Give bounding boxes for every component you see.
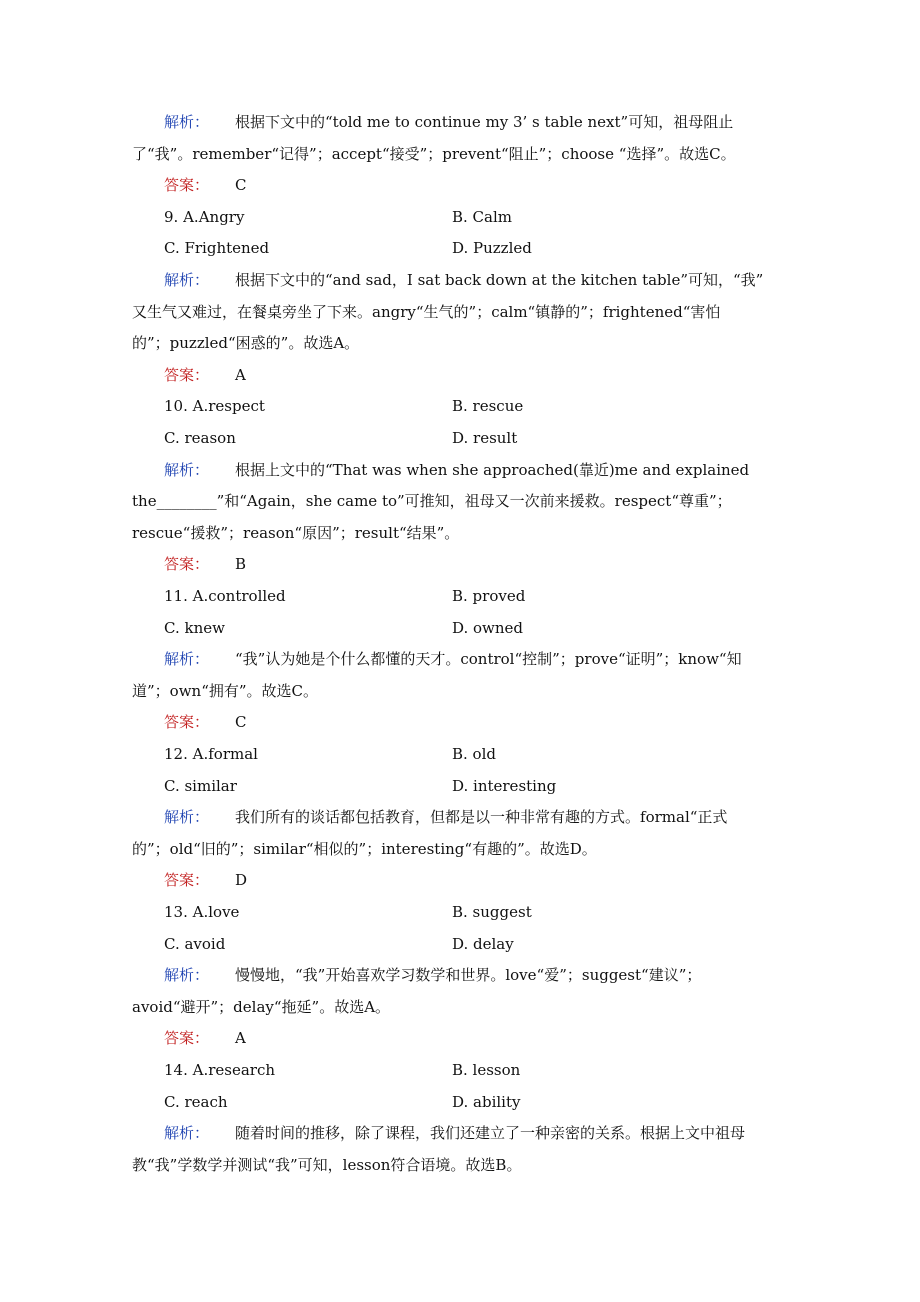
analysis-text: 的”；puzzled“困惑的”。故选A。 xyxy=(132,334,360,353)
analysis-text: “我”认为她是个什么都懂的天才。control“控制”；prove“证明”；know“知 xyxy=(235,650,742,669)
option-b: B. lesson xyxy=(452,1061,521,1079)
answer-line xyxy=(164,1025,792,1051)
option-c: C. similar xyxy=(164,776,237,795)
analysis-line xyxy=(132,299,792,325)
option-a-text: A.formal xyxy=(192,745,258,763)
question-row xyxy=(164,1057,792,1083)
question-row xyxy=(164,931,792,957)
analysis-text: 根据下文中的“told me to continue my 3’ s table next”可知，祖母阻止 xyxy=(235,113,734,131)
question-row xyxy=(164,899,792,925)
answer-value: B xyxy=(235,555,247,574)
analysis-text: 慢慢地，“我”开始喜欢学习数学和世界。love“爱”；suggest“建议”； xyxy=(235,966,702,985)
option-b: B. old xyxy=(452,745,496,763)
option-a-text: A.research xyxy=(192,1061,276,1079)
question-row xyxy=(164,425,792,451)
question-row xyxy=(164,204,792,230)
option-a xyxy=(164,393,265,419)
analysis-label: 解析： xyxy=(164,271,210,289)
option-b: B. suggest xyxy=(452,903,532,921)
question-row xyxy=(164,583,792,609)
option-d: D. interesting xyxy=(452,776,557,795)
analysis-text: rescue“援救”；reason“原因”；result“结果”。 xyxy=(132,523,460,542)
option-a-text: A.respect xyxy=(192,397,265,416)
option-a xyxy=(164,741,258,767)
option-a xyxy=(164,583,286,609)
option-b: B. rescue xyxy=(452,397,524,416)
analysis-first-line xyxy=(164,804,792,830)
analysis-text: 了“我”。remember“记得”；accept“接受”；prevent“阻止”；choose “选择”。故选C。 xyxy=(132,144,736,163)
analysis-text: the________”和“Again，she came to”可推知，祖母又一次前来援救。respect“尊重”； xyxy=(132,492,732,511)
option-c: C. knew xyxy=(164,618,225,637)
question-row xyxy=(164,615,792,641)
analysis-text: 的”；old“旧的”；similar“相似的”；interesting“有趣的”。故选D。 xyxy=(132,839,597,858)
analysis-text: 道”；own“拥有”。故选C。 xyxy=(132,681,319,700)
option-a xyxy=(164,1057,275,1083)
analysis-first-line xyxy=(164,962,792,988)
option-c: C. Frightened xyxy=(164,239,270,258)
analysis-line xyxy=(132,678,792,704)
option-c: C. reason xyxy=(164,429,236,447)
analysis-first-line xyxy=(164,109,792,135)
analysis-text: 教“我”学数学并测试“我”可知，lesson符合语境。故选B。 xyxy=(132,1155,522,1174)
analysis-first-line xyxy=(164,1120,792,1146)
analysis-text: avoid“避开”；delay“拖延”。故选A。 xyxy=(132,997,391,1016)
answer-line xyxy=(164,172,792,198)
analysis-line xyxy=(132,836,792,862)
answer-line xyxy=(164,867,792,893)
question-number: 13. xyxy=(164,903,188,921)
answer-line xyxy=(164,709,792,735)
question-row xyxy=(164,773,792,799)
analysis-text: 根据下文中的“and sad，I sat back down at the kitchen table”可知，“我” xyxy=(235,271,764,289)
answer-value: C xyxy=(235,176,247,195)
option-d: D. delay xyxy=(452,934,514,953)
question-row xyxy=(164,235,792,261)
analysis-text: 随着时间的推移，除了课程，我们还建立了一种亲密的关系。根据上文中祖母 xyxy=(235,1124,746,1143)
analysis-label: 解析： xyxy=(164,966,210,985)
answer-label: 答案： xyxy=(164,871,210,890)
analysis-label: 解析： xyxy=(164,1124,210,1143)
option-a xyxy=(164,204,244,230)
answer-label: 答案： xyxy=(164,555,210,574)
analysis-text: 我们所有的谈话都包括教育，但都是以一种非常有趣的方式。formal“正式 xyxy=(235,808,728,827)
analysis-first-line xyxy=(164,457,792,483)
option-a-text: A.love xyxy=(192,903,240,921)
answer-label: 答案： xyxy=(164,365,210,384)
answer-label: 答案： xyxy=(164,713,210,732)
analysis-text: 又生气又难过，在餐桌旁坐了下来。angry“生气的”；calm“镇静的”；frightened“害怕 xyxy=(132,302,721,321)
analysis-line xyxy=(132,488,792,514)
analysis-label: 解析： xyxy=(164,113,210,131)
question-number: 10. xyxy=(164,397,188,416)
option-d: D. owned xyxy=(452,618,524,637)
option-d: D. result xyxy=(452,429,518,447)
answer-value: C xyxy=(235,713,247,732)
question-number: 14. xyxy=(164,1061,188,1079)
question-row xyxy=(164,393,792,419)
option-a-text: A.controlled xyxy=(192,587,286,605)
analysis-line xyxy=(132,994,792,1020)
answer-line xyxy=(164,551,792,577)
analysis-first-line xyxy=(164,646,792,672)
question-row xyxy=(164,1089,792,1115)
option-b: B. Calm xyxy=(452,207,512,226)
question-number: 11. xyxy=(164,587,188,605)
option-c: C. avoid xyxy=(164,934,226,953)
question-row xyxy=(164,741,792,767)
answer-value: A xyxy=(235,365,246,384)
option-d: D. ability xyxy=(452,1092,521,1111)
analysis-line xyxy=(132,330,792,356)
answer-value: D xyxy=(235,871,248,890)
analysis-line xyxy=(132,520,792,546)
question-number: 9. xyxy=(164,207,179,226)
analysis-line xyxy=(132,1152,792,1178)
option-a xyxy=(164,899,239,925)
option-c: C. reach xyxy=(164,1092,228,1111)
answer-value: A xyxy=(235,1029,246,1048)
analysis-line xyxy=(132,141,792,167)
analysis-label: 解析： xyxy=(164,808,210,827)
option-b: B. proved xyxy=(452,587,526,605)
answer-label: 答案： xyxy=(164,176,210,195)
analysis-label: 解析： xyxy=(164,650,210,669)
analysis-first-line xyxy=(164,267,792,293)
option-a-text: A.Angry xyxy=(183,207,245,226)
answer-line xyxy=(164,362,792,388)
answer-label: 答案： xyxy=(164,1029,210,1048)
analysis-text: 根据上文中的“That was when she approached(靠近)me and explained xyxy=(235,460,750,479)
option-d: D. Puzzled xyxy=(452,239,532,258)
question-number: 12. xyxy=(164,745,188,763)
analysis-label: 解析： xyxy=(164,460,210,479)
